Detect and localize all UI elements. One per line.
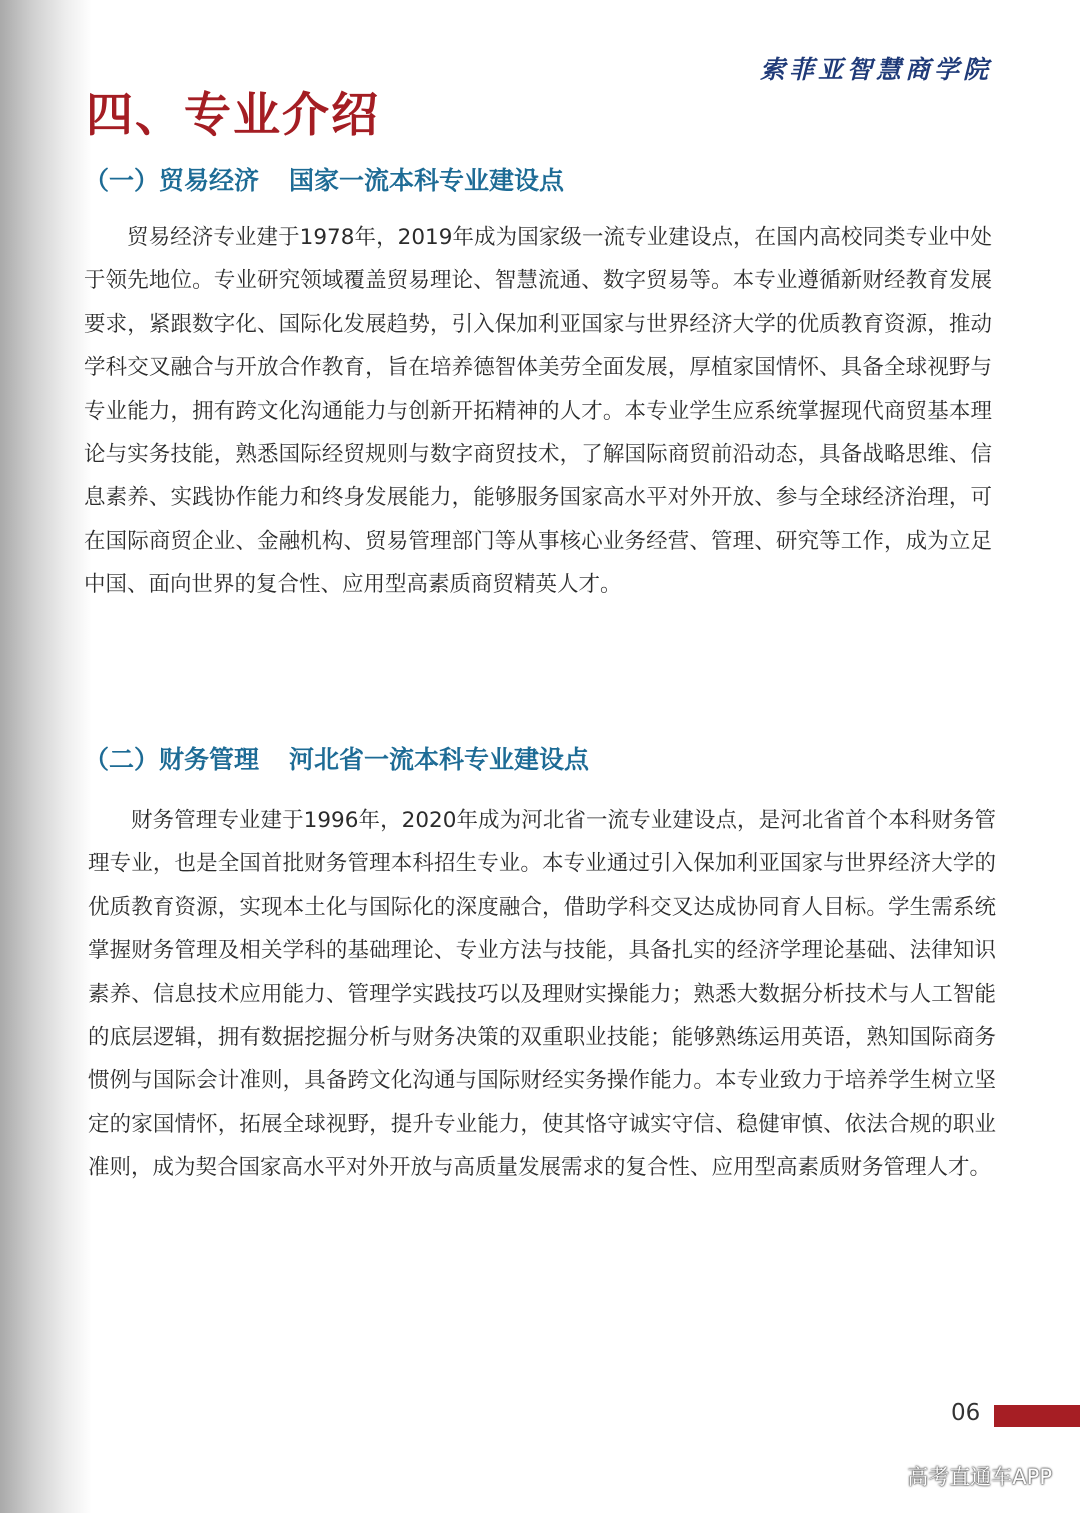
app-watermark: 高考直通车APP — [907, 1465, 1052, 1489]
section-body-financial-management: 财务管理专业建于1996年，2020年成为河北省一流专业建设点，是河北省首个本科财务管理专业，也是全国首批财务管理本科招生专业。本专业通过引入保加利亚国家与世界经济大学的优质教育资源，实现本土化与国际化的深度融合，借助学科交叉达成协同育人目标。学生需系统掌握财务管理及相关学科的基础理论、专业方法与技能，具备扎实的经济学理论基础、法律知识素养、信息技术应用能力、管理学实践技巧以及理财实操能力；熟悉大数据分析技术与人工智能的底层逻辑，拥有数据挖掘分析与财务决策的双重职业技能；能够熟练运用英语，熟知国际商务惯例与国际会计准则，具备跨文化沟通与国际财经实务操作能力。本专业致力于培养学生树立坚定的家国情怀，拓展全球视野，提升专业能力，使其恪守诚实守信、稳健审慎、依法合规的职业准则，成为契合国家高水平对外开放与高质量发展需求的复合性、应用型高素质财务管理人才。 — [88, 808, 996, 1181]
section-heading-financial-management — [84, 740, 589, 776]
page-accent-bar — [994, 1405, 1080, 1427]
school-name-logo: 索菲亚智慧商学院 — [759, 55, 992, 84]
section-designation: 河北省一流本科专业建设点 — [289, 745, 590, 774]
section-major-name: 财务管理 — [159, 745, 260, 774]
section-heading-trade-economics — [84, 161, 564, 197]
page-title: 四、专业介绍 — [86, 88, 380, 143]
section-number: （二） — [84, 745, 160, 774]
page-number: 06 — [951, 1400, 981, 1426]
section-major-name: 贸易经济 — [159, 166, 260, 195]
page-fold-shadow — [0, 0, 92, 1513]
section-number: （一） — [84, 166, 160, 195]
section-body-trade-economics: 贸易经济专业建于1978年，2019年成为国家级一流专业建设点，在国内高校同类专业中处于领先地位。专业研究领域覆盖贸易理论、智慧流通、数字贸易等。本专业遵循新财经教育发展要求，紧跟数字化、国际化发展趋势，引入保加利亚国家与世界经济大学的优质教育资源，推动学科交叉融合与开放合作教育，旨在培养德智体美劳全面发展，厚植家国情怀、具备全球视野与专业能力，拥有跨文化沟通能力与创新开拓精神的人才。本专业学生应系统掌握现代商贸基本理论与实务技能，熟悉国际经贸规则与数字商贸技术，了解国际商贸前沿动态，具备战略思维、信息素养、实践协作能力和终身发展能力，能够服务国家高水平对外开放、参与全球经济治理，可在国际商贸企业、金融机构、贸易管理部门等从事核心业务经营、管理、研究等工作，成为立足中国、面向世界的复合性、应用型高素质商贸精英人才。 — [84, 225, 992, 598]
section-designation: 国家一流本科专业建设点 — [289, 166, 565, 195]
